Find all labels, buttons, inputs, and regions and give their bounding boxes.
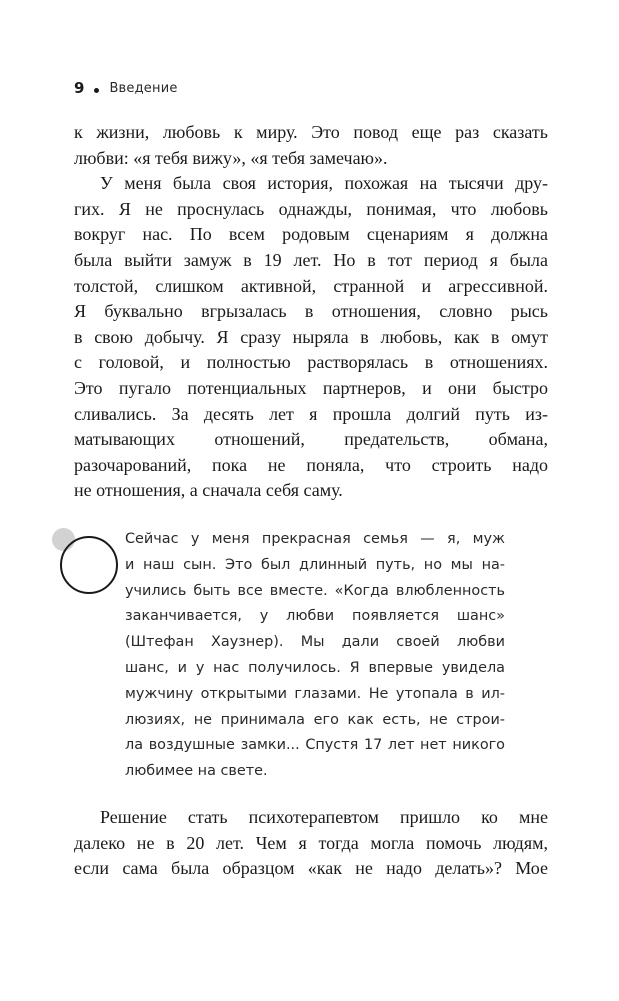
text-line: не отношения, а сначала себя саму. — [74, 480, 343, 501]
text-line: гих. Я не проснулась однажды, понимая, что любовь — [74, 198, 548, 219]
quote-line: заканчивается, у любви появляется шанс» — [125, 608, 505, 625]
text-line: У меня была своя история, похожая на тысячи дру- — [100, 173, 548, 194]
decorative-outline-circle-icon — [60, 536, 118, 594]
text-line: с головой, и полностью растворялась в отношениях. — [74, 352, 548, 373]
closing-paragraph — [74, 805, 548, 882]
body-paragraphs — [74, 120, 548, 504]
text-line: в свою добычу. Я сразу ныряла в любовь, как в омут — [74, 326, 548, 347]
header-bullet-dot — [94, 88, 99, 93]
text-line: толстой, слишком активной, странной и агрессивной. — [74, 275, 548, 296]
page-number: 9 — [74, 79, 85, 97]
text-line: Это пугало потенциальных партнеров, и они быстро — [74, 377, 548, 398]
text-line: к жизни, любовь к миру. Это повод еще раз сказать — [74, 122, 548, 142]
quote-line: ла воздушные замки... Спустя 17 лет нет никого — [125, 737, 505, 754]
text-line: была выйти замуж в 19 лет. Но в тот период я была — [74, 249, 548, 270]
quote-line: мужчину открытыми глазами. Не утопала в ил- — [125, 685, 505, 702]
running-header — [74, 78, 178, 98]
text-line: вокруг нас. По всем родовым сценариям я должна — [74, 224, 548, 245]
quote-line: любимее на свете. — [125, 763, 268, 780]
text-line: если сама была образцом «как не надо делать»? Мое — [74, 858, 548, 879]
quote-line: и наш сын. Это был длинный путь, но мы на- — [125, 556, 505, 573]
quote-line: люзиях, не принимала его как есть, не строи- — [125, 711, 505, 728]
section-title: Введение — [109, 80, 178, 96]
quote-line: учились быть все вместе. «Когда влюбленность — [125, 582, 505, 599]
text-line: Решение стать психотерапевтом пришло ко мне — [100, 807, 548, 827]
quote-block — [125, 527, 505, 785]
text-line: сливались. За десять лет я прошла долгий путь из- — [74, 403, 548, 424]
quote-line: Сейчас у меня прекрасная семья — я, муж — [125, 531, 505, 547]
text-line: далеко не в 20 лет. Чем я тогда могла помочь людям, — [74, 832, 548, 853]
text-line: разочарований, пока не поняла, что строить надо — [74, 454, 548, 475]
text-line: Я буквально вгрызалась в отношения, словно рысь — [74, 301, 548, 322]
text-line: матывающих отношений, предательств, обмана, — [74, 429, 548, 450]
quote-line: шанс, и у нас получилось. Я впервые увидела — [125, 659, 505, 676]
quote-line: (Штефан Хаузнер). Мы дали своей любви — [125, 634, 505, 651]
text-line: любви: «я тебя вижу», «я тебя замечаю». — [74, 147, 388, 168]
